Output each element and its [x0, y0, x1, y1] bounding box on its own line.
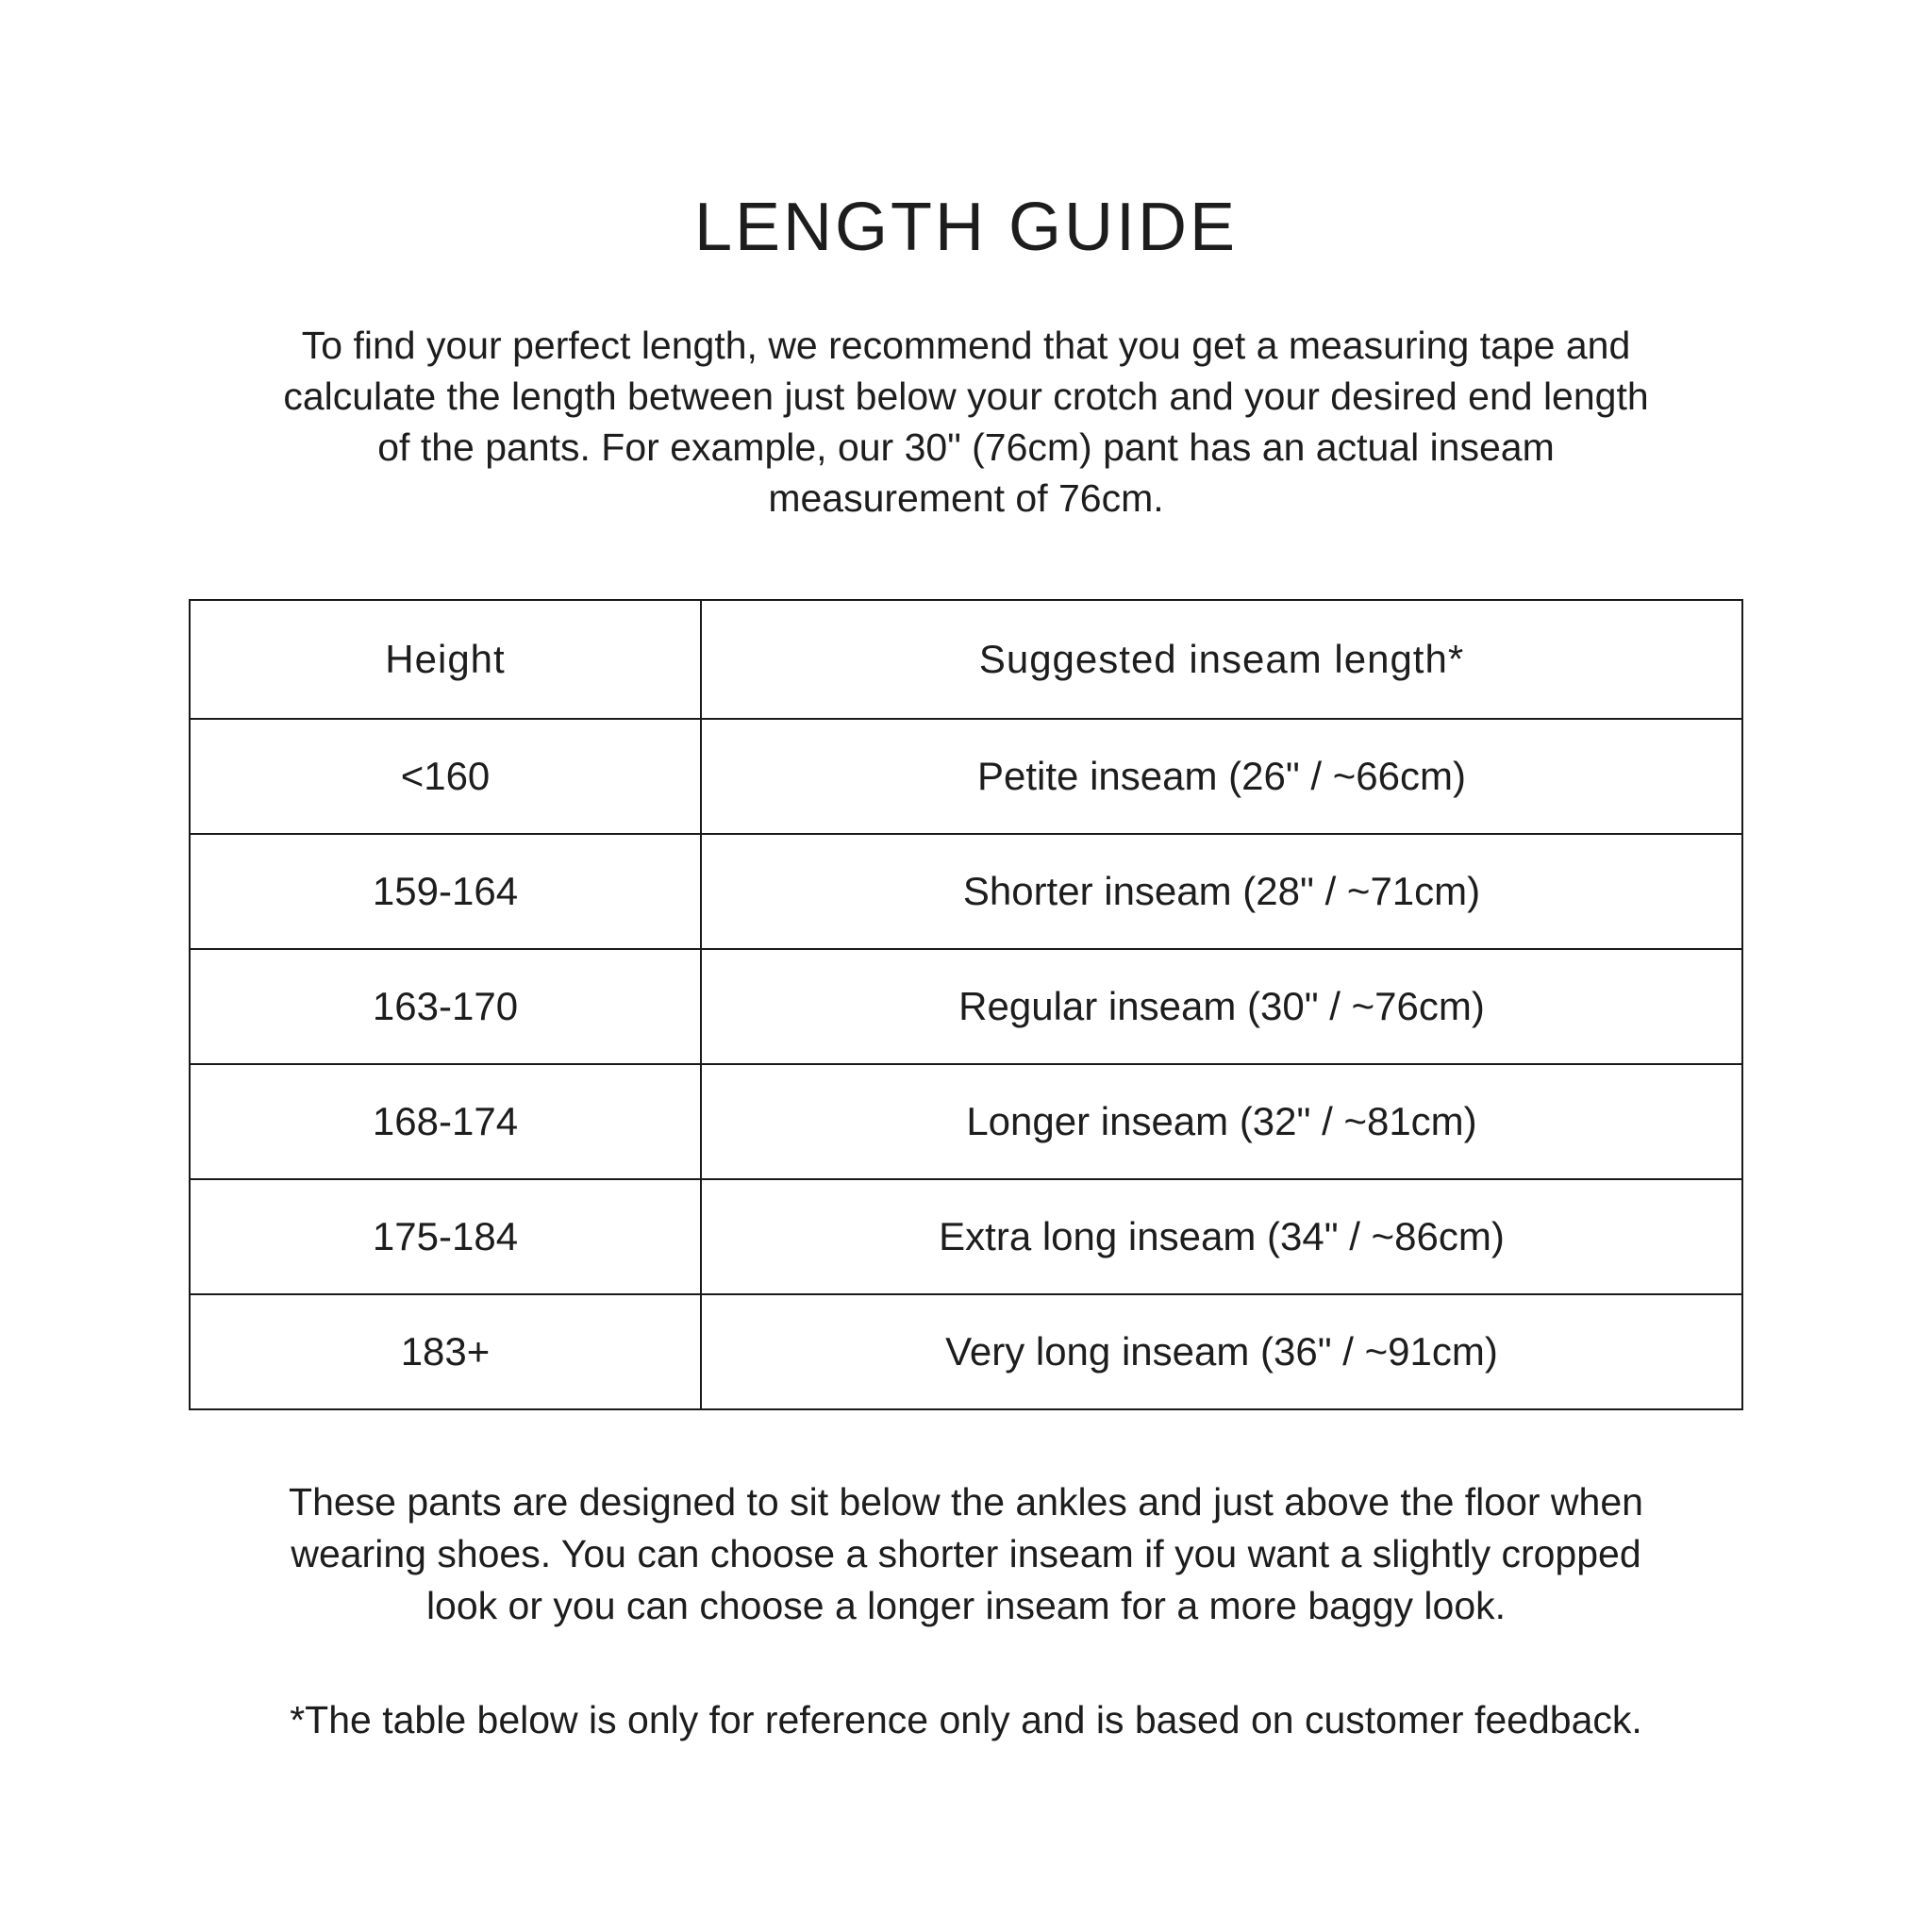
table-row: [190, 834, 1742, 949]
page-title: LENGTH GUIDE: [693, 190, 1239, 265]
height-cell: 159-164: [190, 834, 701, 949]
fit-note-paragraph: [0, 1476, 1932, 1632]
intro-line: measurement of 76cm.: [768, 475, 1164, 520]
table-header-height: Height: [190, 600, 701, 719]
height-cell: 163-170: [190, 949, 701, 1064]
inseam-cell: Longer inseam (32" / ~81cm): [701, 1064, 1742, 1179]
inseam-cell: Shorter inseam (28" / ~71cm): [701, 834, 1742, 949]
height-cell: 183+: [190, 1294, 701, 1409]
table-row: [190, 1179, 1742, 1294]
table-row: [190, 1294, 1742, 1409]
intro-line: calculate the length between just below your crotch and your desired end length: [283, 374, 1649, 418]
intro-paragraph: [0, 320, 1932, 524]
reference-footnote: *The table below is only for reference only and is based on customer feedback.: [290, 1697, 1642, 1741]
note-line: look or you can choose a longer inseam for a more baggy look.: [425, 1583, 1507, 1627]
inseam-cell: Regular inseam (30" / ~76cm): [701, 949, 1742, 1064]
height-cell: 168-174: [190, 1064, 701, 1179]
note-line: These pants are designed to sit below the ankles and just above the floor when: [289, 1479, 1643, 1524]
table-row: [190, 1064, 1742, 1179]
table-row: [190, 949, 1742, 1064]
table-row: [190, 719, 1742, 834]
note-line: wearing shoes. You can choose a shorter inseam if you want a slightly cropped: [291, 1531, 1641, 1575]
intro-line: of the pants. For example, our 30" (76cm) pant has an actual inseam: [377, 425, 1555, 469]
inseam-cell: Very long inseam (36" / ~91cm): [701, 1294, 1742, 1409]
height-cell: 175-184: [190, 1179, 701, 1294]
inseam-cell: Petite inseam (26" / ~66cm): [701, 719, 1742, 834]
inseam-cell: Extra long inseam (34" / ~86cm): [701, 1179, 1742, 1294]
intro-line: To find your perfect length, we recommend that you get a measuring tape and: [301, 323, 1631, 367]
table-header-row: [190, 600, 1742, 719]
length-guide-table: [189, 599, 1743, 1410]
table-header-inseam: Suggested inseam length*: [701, 600, 1742, 719]
height-cell: <160: [190, 719, 701, 834]
